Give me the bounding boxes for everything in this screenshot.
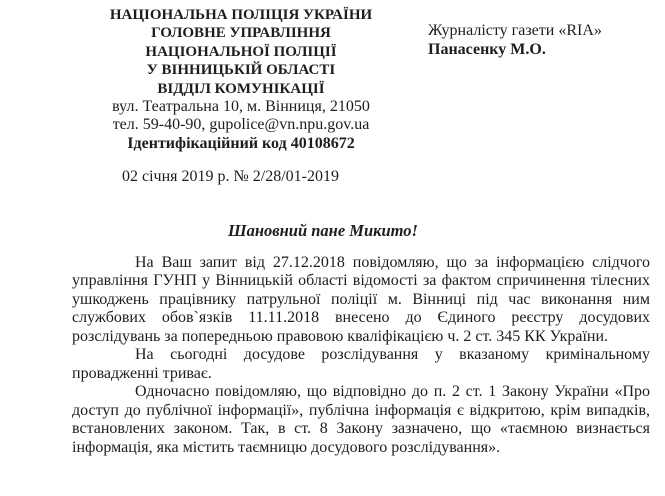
org-name-line: НАЦІОНАЛЬНА ПОЛІЦІЯ УКРАЇНИ: [109, 7, 373, 23]
recipient-block: [428, 21, 602, 59]
body-paragraph-2: На сьогодні досудове розслідування у вказаному кримінальному провадженні триває.: [72, 346, 650, 382]
letter-body: [72, 254, 650, 457]
org-name-line: ГОЛОВНЕ УПРАВЛІННЯ: [151, 25, 331, 42]
recipient-role: Журналісту газети «RIA»: [428, 22, 602, 39]
recipient-name: Панасенку М.О.: [428, 41, 546, 58]
org-name-line: ВІДДІЛ КОМУНІКАЦІЇ: [157, 80, 325, 97]
body-paragraph-1: На Ваш запит від 27.12.2018 повідомляю, що за інформацією слідчого управління ГУНП у Вінницькій області відомості за фактом спричинення тілесних ушкоджень працівнику патрульної поліції м. Вінниці під час виконання ним службових обов`язків 11.11.2018 внесено до Єдиного реєстру досудових розслідувань за попередньою правовою кваліфікацією ч. 2 ст. 345 КК України.: [72, 254, 650, 345]
date-reference-line: 02 січня 2019 р. № 2/28/01-2019: [122, 168, 339, 185]
body-paragraph-3: Одночасно повідомляю, що відповідно до п. 2 ст. 1 Закону України «Про доступ до публічної інформації», публічна інформація є відкритою, крім випадків, встановлених законом. Так, в ст. 8 Закону зазначено, що «таємною визнається інформація, яка містить таємницю досудового розслідування».: [72, 383, 650, 456]
org-contact-email: тел. 59-40-90, gupolice@vn.npu.gov.ua: [112, 116, 370, 134]
org-name-line: НАЦІОНАЛЬНОЇ ПОЛІЦІЇ: [145, 43, 337, 60]
org-address: вул. Театральна 10, м. Вінниця, 21050: [112, 98, 370, 116]
letterhead: [95, 6, 387, 153]
salutation: Шановний пане Микито!: [228, 221, 418, 240]
org-name-line: У ВІННИЦЬКІЙ ОБЛАСТІ: [146, 62, 336, 79]
org-id-code: Ідентифікаційний код 40108672: [127, 134, 355, 152]
